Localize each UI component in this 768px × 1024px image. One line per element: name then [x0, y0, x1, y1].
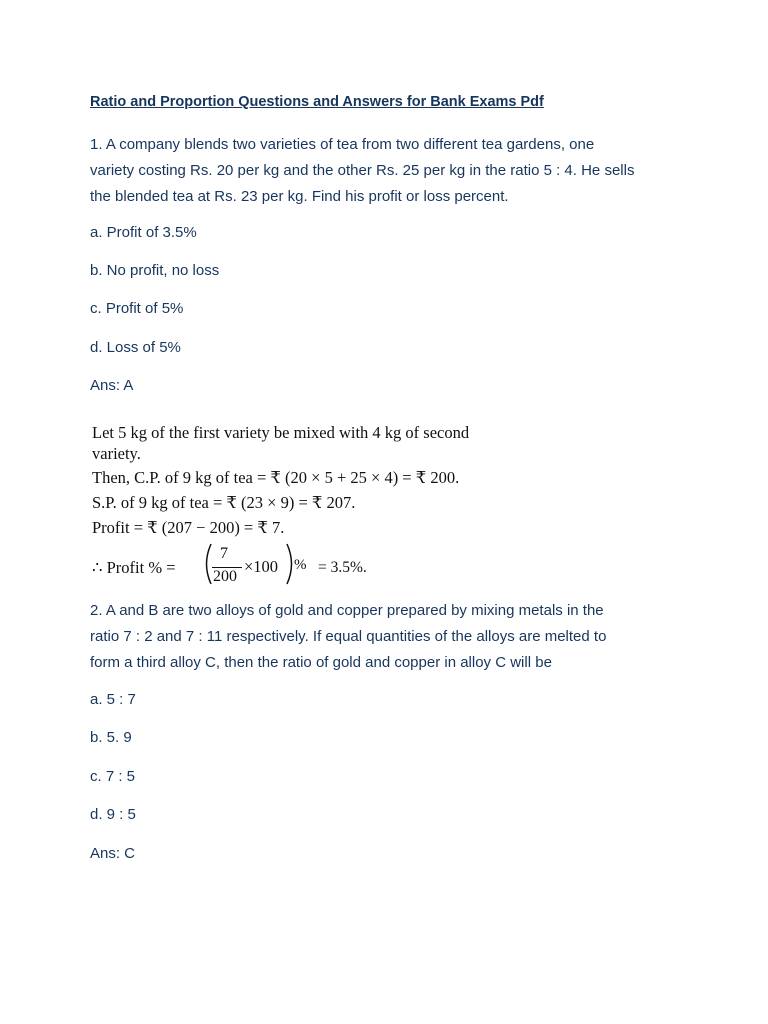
- left-paren: [200, 542, 214, 586]
- question-line: form a third alloy C, then the ratio of gold and copper in alloy C will be: [90, 654, 552, 671]
- question-1-text: [90, 132, 690, 210]
- question-line: 2. A and B are two alloys of gold and copper prepared by mixing metals in the: [90, 602, 604, 619]
- question-line: the blended tea at Rs. 23 per kg. Find his profit or loss percent.: [90, 188, 509, 205]
- q1-option-c: c. Profit of 5%: [90, 300, 184, 317]
- formula-result: = 3.5%.: [318, 559, 367, 576]
- q1-option-b: b. No profit, no loss: [90, 262, 220, 279]
- q1-option-a: a. Profit of 3.5%: [90, 224, 197, 241]
- solution-line: Then, C.P. of 9 kg of tea = ₹ (20 × 5 + 25 × 4) = ₹ 200.: [92, 468, 460, 487]
- q2-answer: Ans: C: [90, 845, 136, 862]
- question-line: variety costing Rs. 20 per kg and the other Rs. 25 per kg in the ratio 5 : 4. He sells: [90, 162, 635, 179]
- q1-option-d: d. Loss of 5%: [90, 339, 181, 356]
- solution-line: Profit = ₹ (207 − 200) = ₹ 7.: [92, 518, 285, 537]
- solution-line: S.P. of 9 kg of tea = ₹ (23 × 9) = ₹ 207.: [92, 493, 356, 512]
- formula-times: ×100: [244, 557, 279, 576]
- formula-lead: ∴ Profit % =: [92, 558, 176, 577]
- q2-option-a: a. 5 : 7: [90, 691, 136, 708]
- fraction-numerator: 7: [220, 545, 228, 562]
- q1-answer: Ans: A: [90, 377, 134, 394]
- formula-percent: %: [294, 557, 307, 573]
- q2-option-d: d. 9 : 5: [90, 806, 136, 823]
- solution-line: variety.: [92, 444, 141, 463]
- question-line: 1. A company blends two varieties of tea from two different tea gardens, one: [90, 136, 595, 153]
- solution-line: Let 5 kg of the first variety be mixed with 4 kg of second: [92, 423, 470, 442]
- question-2-text: [90, 598, 690, 676]
- fraction-denominator: 200: [213, 568, 237, 585]
- q2-option-b: b. 5. 9: [90, 729, 132, 746]
- question-line: ratio 7 : 2 and 7 : 11 respectively. If equal quantities of the alloys are melted to: [90, 628, 607, 645]
- page-title: Ratio and Proportion Questions and Answers for Bank Exams Pdf: [90, 94, 544, 110]
- q2-option-c: c. 7 : 5: [90, 768, 136, 785]
